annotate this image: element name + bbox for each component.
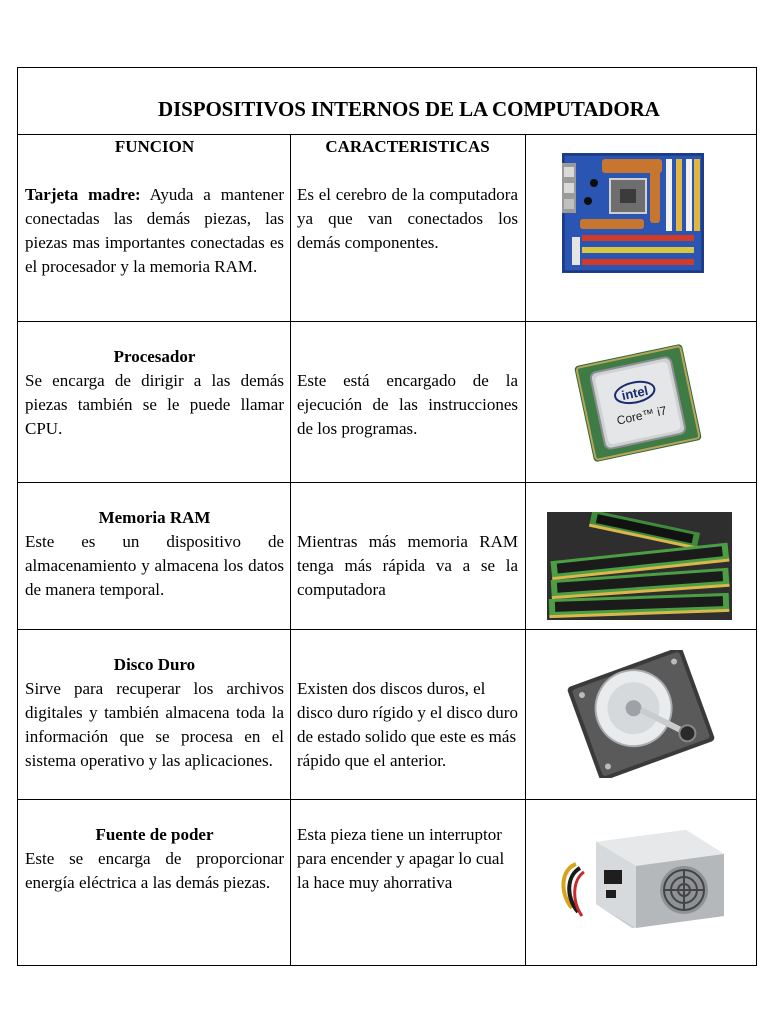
motherboard-icon bbox=[562, 153, 704, 273]
table-row bbox=[18, 800, 756, 965]
image-cell bbox=[526, 135, 756, 321]
funcion-header: FUNCION bbox=[114, 137, 195, 156]
caracteristicas-header: CARACTERISTICAS bbox=[325, 137, 490, 156]
page-title: DISPOSITIVOS INTERNOS DE LA COMPUTADORA bbox=[158, 97, 660, 121]
caracteristicas-cell bbox=[291, 322, 526, 482]
table-row bbox=[18, 630, 756, 800]
device-name: Tarjeta madre: bbox=[25, 185, 141, 204]
cpu-brand-label: intel bbox=[620, 382, 650, 404]
image-cell bbox=[526, 630, 756, 799]
funcion-cell bbox=[18, 322, 291, 482]
caracteristicas-text: Este está encargado de la ejecución de las instrucciones de los programas. bbox=[297, 371, 518, 438]
funcion-text bbox=[25, 183, 284, 279]
table-row bbox=[18, 483, 756, 630]
cpu-icon bbox=[571, 340, 705, 466]
title-row bbox=[18, 68, 756, 135]
funcion-cell bbox=[18, 630, 291, 799]
device-name: Disco Duro bbox=[113, 655, 196, 674]
funcion-text: Se encarga de dirigir a las demás piezas también se le puede llamar CPU. bbox=[25, 371, 284, 438]
power-supply-icon bbox=[556, 824, 726, 932]
caracteristicas-cell bbox=[291, 483, 526, 629]
hard-drive-icon bbox=[566, 650, 716, 778]
cpu-model-label: Core™ i7 bbox=[615, 403, 668, 428]
funcion-cell bbox=[18, 135, 291, 321]
devices-table bbox=[17, 67, 757, 966]
image-cell bbox=[526, 322, 756, 482]
image-cell bbox=[526, 800, 756, 965]
funcion-text: Este es un dispositivo de almacenamiento y almacena los datos de manera temporal. bbox=[25, 532, 284, 599]
caracteristicas-text: Existen dos discos duros, el disco duro rígido y el disco duro de estado solido que este es más rápido que el anterior. bbox=[297, 679, 518, 770]
caracteristicas-cell bbox=[291, 135, 526, 321]
table-row bbox=[18, 135, 756, 322]
funcion-text: Este se encarga de proporcionar energía eléctrica a las demás piezas. bbox=[25, 849, 284, 892]
ram-icon bbox=[547, 512, 732, 620]
device-name: Fuente de poder bbox=[95, 825, 214, 844]
funcion-cell bbox=[18, 800, 291, 965]
funcion-description: Ayuda a mantener conectadas las demás piezas, las piezas mas importantes conectadas es el procesador y la memoria RAM. bbox=[25, 185, 284, 276]
table-row bbox=[18, 322, 756, 483]
funcion-cell bbox=[18, 483, 291, 629]
device-name: Procesador bbox=[113, 347, 196, 366]
caracteristicas-text: Esta pieza tiene un interruptor para encender y apagar lo cual la hace muy ahorrativa bbox=[297, 825, 505, 892]
caracteristicas-cell bbox=[291, 630, 526, 799]
caracteristicas-cell bbox=[291, 800, 526, 965]
image-cell bbox=[526, 483, 756, 629]
funcion-text: Sirve para recuperar los archivos digitales y también almacena toda la información que se procesa en el sistema operativo y las aplicaciones. bbox=[25, 679, 284, 770]
caracteristicas-text: Mientras más memoria RAM tenga más rápida va a se la computadora bbox=[297, 532, 518, 599]
caracteristicas-text: Es el cerebro de la computadora ya que van conectados los demás componentes. bbox=[297, 185, 518, 252]
device-name: Memoria RAM bbox=[98, 508, 211, 527]
